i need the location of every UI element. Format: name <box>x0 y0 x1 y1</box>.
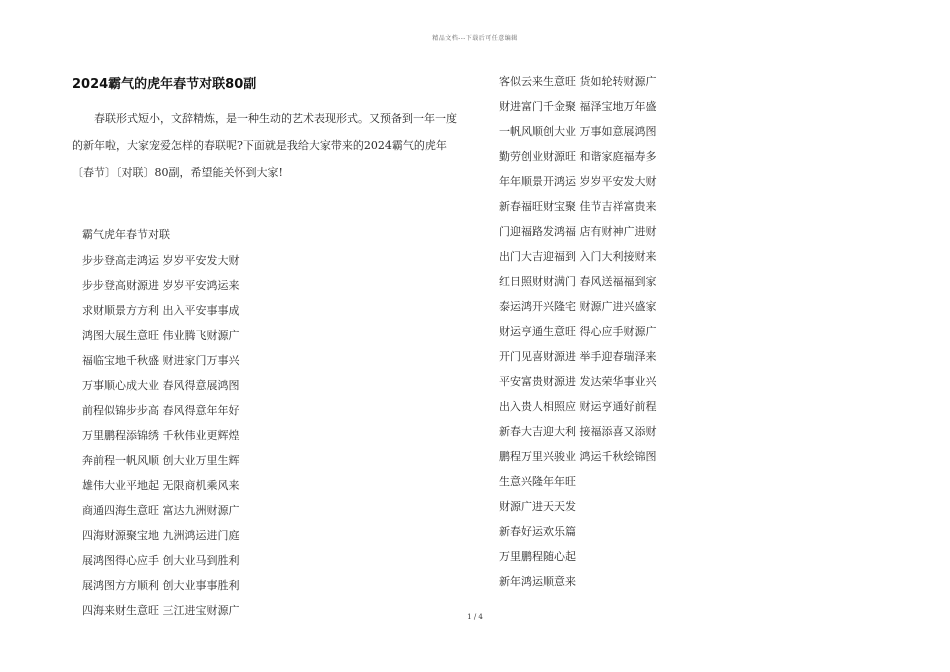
couplet-line: 展鸿图得心应手 创大业马到胜利 <box>82 554 240 567</box>
couplet-line: 新春大吉迎大利 接福添喜又添财 <box>499 425 657 438</box>
couplet-line: 福临宝地千秋盛 财进家门万事兴 <box>82 354 240 367</box>
couplet-line: 年年顺景开鸿运 岁岁平安发大财 <box>499 175 657 188</box>
couplet-line: 求财顺景方方利 出入平安事事成 <box>82 304 240 317</box>
document-title: 2024霸气的虎年春节对联80副 <box>72 77 257 92</box>
couplet-line: 万事顺心成大业 春风得意展鸿图 <box>82 379 240 392</box>
couplet-line: 四海来财生意旺 三江进宝财源广 <box>82 604 240 617</box>
page-number: 1 / 4 <box>467 613 483 621</box>
couplet-line: 万里鹏程随心起 <box>499 550 576 563</box>
right-column <box>499 69 699 594</box>
left-column <box>72 76 472 623</box>
couplet-line: 新春好运欢乐篇 <box>499 525 576 538</box>
couplet-line: 鹏程万里兴骏业 鸿运千秋绘锦图 <box>499 450 657 463</box>
couplet-line: 万里鹏程添锦绣 千秋伟业更辉煌 <box>82 429 240 442</box>
couplet-line: 出门大吉迎福到 入门大利接财来 <box>499 250 657 263</box>
left-couplet-list <box>82 248 472 623</box>
couplet-line: 一帆风顺创大业 万事如意展鸿图 <box>499 125 657 138</box>
couplet-line: 步步登高走鸿运 岁岁平安发大财 <box>82 254 240 267</box>
section-heading: 霸气虎年春节对联 <box>82 228 170 241</box>
couplet-line: 平安富贵财源进 发达荣华事业兴 <box>499 375 657 388</box>
couplet-line: 开门见喜财源进 举手迎春瑞泽来 <box>499 350 657 363</box>
couplet-line: 门迎福路发鸿福 店有财神广进财 <box>499 225 657 238</box>
couplet-line: 财运亨通生意旺 得心应手财源广 <box>499 325 657 338</box>
intro-paragraph: 春联形式短小，文辞精炼，是一种生动的艺术表现形式。又预备到一年一度的新年啦，大家宠爱怎样的春联呢?下面就是我给大家带来的2024霸气的虎年〔春节〕〔对联〕80副，希望能关怀到大家! <box>72 112 457 179</box>
couplet-line: 财进富门千金聚 福泽宝地万年盛 <box>499 100 657 113</box>
couplet-line: 勤劳创业财源旺 和谐家庭福寿多 <box>499 150 657 163</box>
couplet-line: 红日照财财满门 春风送福福到家 <box>499 275 657 288</box>
couplet-line: 展鸿图方方顺利 创大业事事胜利 <box>82 579 240 592</box>
couplet-line: 出入贵人相照应 财运亨通好前程 <box>499 400 657 413</box>
page-header-note: 精品文档---下载后可任意编辑 <box>432 35 518 42</box>
couplet-line: 客似云来生意旺 货如轮转财源广 <box>499 75 657 88</box>
couplet-line: 鸿图大展生意旺 伟业腾飞财源广 <box>82 329 240 342</box>
right-couplet-list <box>499 69 699 594</box>
couplet-line: 商通四海生意旺 富达九洲财源广 <box>82 504 240 517</box>
couplet-line: 步步登高财源进 岁岁平安鸿运来 <box>82 279 240 292</box>
couplet-line: 生意兴隆年年旺 <box>499 475 576 488</box>
couplet-line: 财源广进天天发 <box>499 500 576 513</box>
couplet-line: 奔前程一帆风顺 创大业万里生辉 <box>82 454 240 467</box>
couplet-line: 泰运鸿开兴隆宅 财源广进兴盛家 <box>499 300 657 313</box>
couplet-line: 新春福旺财宝聚 佳节吉祥富贵来 <box>499 200 657 213</box>
couplet-line: 雄伟大业平地起 无限商机乘风来 <box>82 479 240 492</box>
couplet-line: 新年鸿运顺意来 <box>499 575 576 588</box>
couplet-line: 前程似锦步步高 春风得意年年好 <box>82 404 240 417</box>
couplet-line: 四海财源聚宝地 九洲鸿运进门庭 <box>82 529 240 542</box>
